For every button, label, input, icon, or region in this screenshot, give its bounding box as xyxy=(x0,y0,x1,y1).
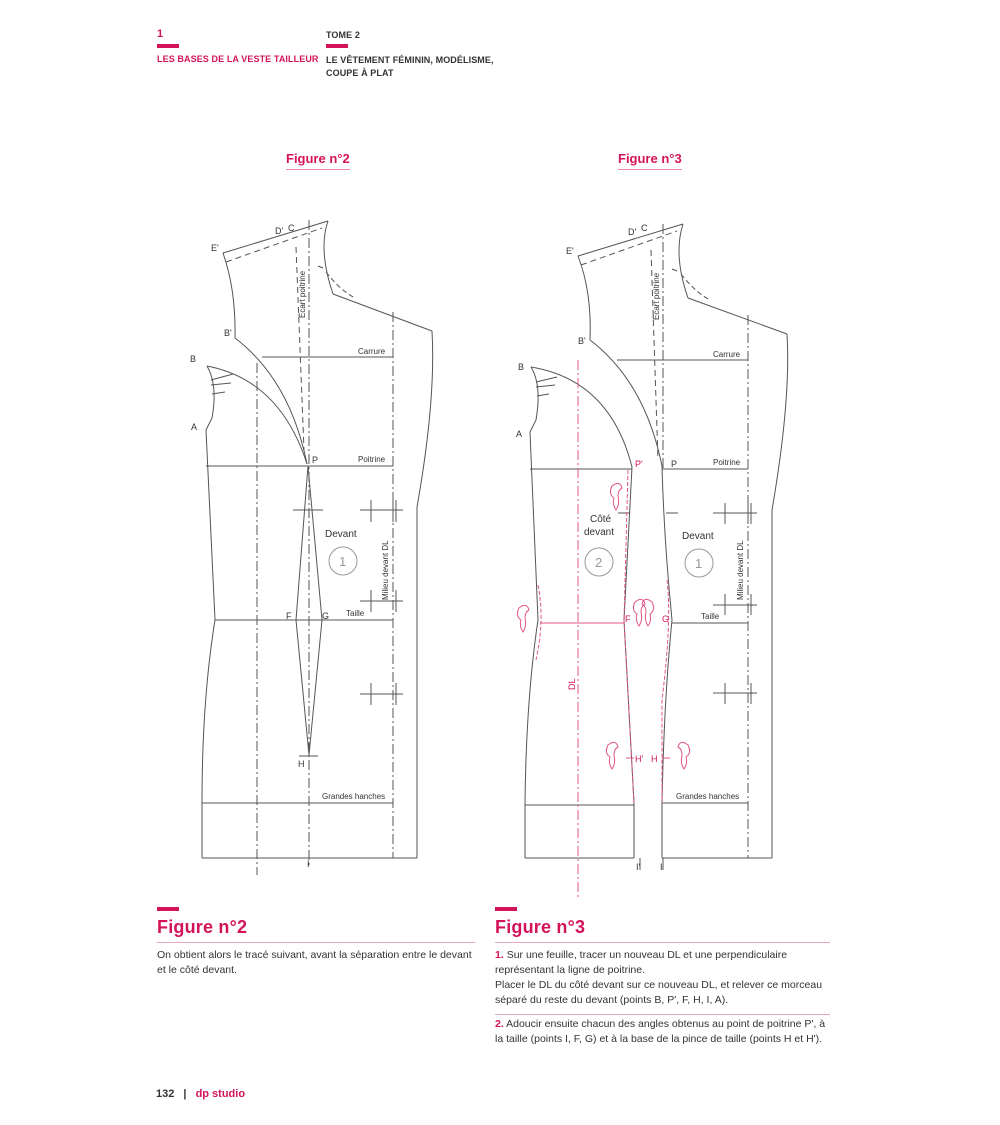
piece-name-devant: Devant xyxy=(682,531,714,542)
label-a: A xyxy=(516,429,523,439)
label-b: B xyxy=(190,354,197,364)
caption-title: Figure n°3 xyxy=(495,917,830,943)
label-dl: DL xyxy=(567,678,577,690)
caption-accent-bar xyxy=(157,907,179,911)
piece-number-2: 2 xyxy=(595,555,603,570)
figure-2-drawing xyxy=(202,220,433,875)
page-number: 132 xyxy=(156,1088,175,1100)
step-text: Adoucir ensuite chacun des angles obtenus au point de poitrine P', à la taille (points I, F, G) et à la base de la pince de taille (points H et H'). xyxy=(495,1018,826,1045)
step-text: Sur une feuille, tracer un nouveau DL et une perpendiculaire représentant la ligne de poitrine. xyxy=(495,949,788,976)
label-b: B xyxy=(518,362,525,372)
label-taille: Taille xyxy=(346,609,365,618)
label-ecart-poitrine: Écart poitrine xyxy=(298,270,307,318)
figure-2-labels xyxy=(190,223,390,869)
tome-title-line1: LE VÊTEMENT FÉMININ, MODÉLISME, xyxy=(326,55,494,65)
label-i: I xyxy=(660,862,663,872)
caption-step-2 xyxy=(495,1014,830,1047)
piece-number-1: 1 xyxy=(695,556,703,571)
label-c: C xyxy=(288,223,295,233)
step-text-continued: Placer le DL du côté devant sur ce nouveau DL, et relever ce morceau séparé du reste du devant (points B, P', F, H, I, A). xyxy=(495,979,823,1006)
label-e-prime: E' xyxy=(566,246,574,256)
tome-label: TOME 2 xyxy=(326,30,360,40)
label-p: P xyxy=(671,459,678,469)
figure-3-caption xyxy=(495,907,830,1047)
label-a: A xyxy=(191,422,198,432)
piece-number-1: 1 xyxy=(339,554,347,569)
chapter-number: 1 xyxy=(157,28,164,40)
label-h-prime: H' xyxy=(635,754,644,764)
label-p: P xyxy=(312,455,319,465)
figure-3-title: Figure n°3 xyxy=(618,151,682,170)
page-footer xyxy=(156,1088,245,1100)
step-number: 2. xyxy=(495,1018,504,1030)
label-grandes-hanches: Grandes hanches xyxy=(676,792,740,801)
label-b-prime: B' xyxy=(578,336,586,346)
label-h: H xyxy=(651,754,658,764)
label-g: G xyxy=(662,614,670,624)
piece-name-devant: Devant xyxy=(325,529,357,540)
label-c: C xyxy=(641,223,648,233)
label-f: F xyxy=(286,611,292,621)
chapter-title: LES BASES DE LA VESTE TAILLEUR xyxy=(157,54,319,64)
label-poitrine: Poitrine xyxy=(713,458,741,467)
figure-3-labels xyxy=(516,223,745,872)
label-p-prime: P' xyxy=(635,459,643,469)
label-b-prime: B' xyxy=(224,328,232,338)
step-number: 1. xyxy=(495,949,504,961)
caption-title: Figure n°2 xyxy=(157,917,475,943)
label-poitrine: Poitrine xyxy=(358,455,386,464)
label-ecart-poitrine: Écart poitrine xyxy=(652,272,661,320)
label-i: I xyxy=(307,859,310,869)
label-milieu-devant: Milieu devant DL xyxy=(381,540,390,600)
label-g: G xyxy=(322,611,330,621)
label-i-prime: I' xyxy=(636,862,641,872)
label-d-prime: D' xyxy=(628,227,637,237)
figure-3-pink-overlay xyxy=(517,360,689,900)
caption-accent-bar xyxy=(495,907,517,911)
label-grandes-hanches: Grandes hanches xyxy=(322,792,386,801)
brand-name: dp studio xyxy=(195,1088,246,1100)
label-f: F xyxy=(625,614,631,624)
label-carrure: Carrure xyxy=(713,350,741,359)
piece-name-cote-line2: devant xyxy=(584,527,615,538)
caption-text: On obtient alors le tracé suivant, avant la séparation entre le devant et le côté devant. xyxy=(157,949,472,976)
footer-separator: | xyxy=(183,1088,187,1100)
caption-step-1 xyxy=(495,948,830,1008)
label-milieu-devant: Milieu devant DL xyxy=(736,540,745,600)
tome-title-line2: COUPE À PLAT xyxy=(326,68,394,78)
label-d-prime: D' xyxy=(275,226,284,236)
label-e-prime: E' xyxy=(211,243,219,253)
label-h: H xyxy=(298,759,305,769)
piece-name-cote-line1: Côté xyxy=(590,514,612,525)
label-carrure: Carrure xyxy=(358,347,386,356)
label-taille: Taille xyxy=(701,612,720,621)
figure-2-title: Figure n°2 xyxy=(286,151,350,170)
figure-2-caption xyxy=(157,907,475,978)
